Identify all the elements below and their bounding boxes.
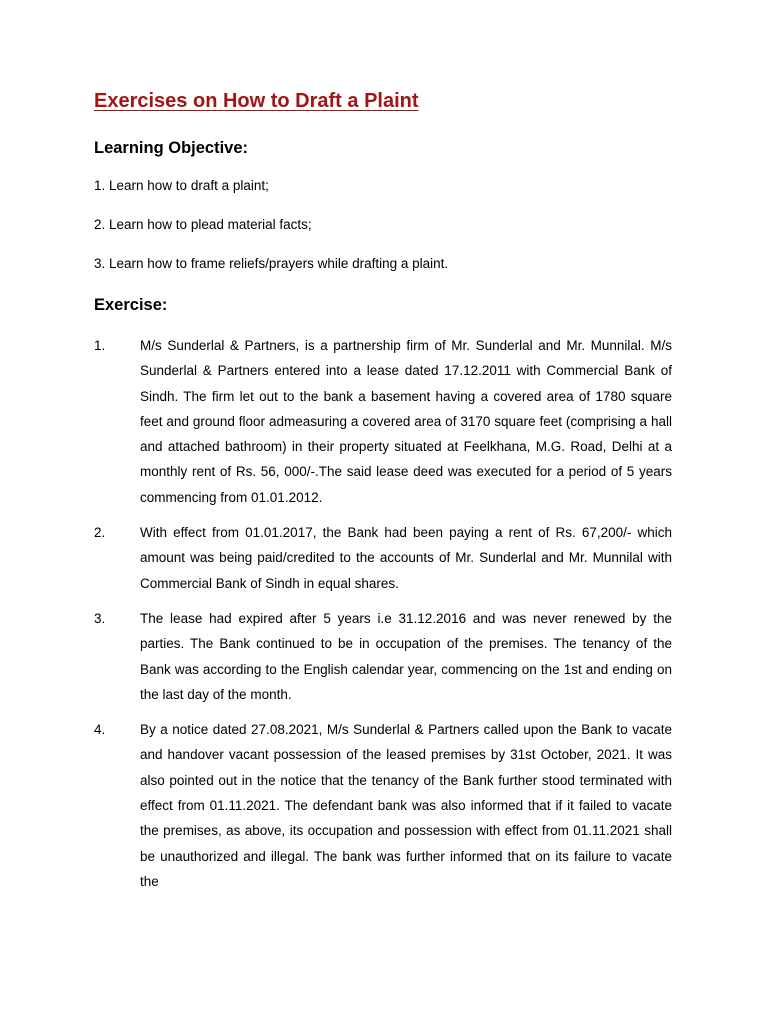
exercise-number: 3. [94,610,106,626]
exercise-heading: Exercise: [94,296,168,314]
exercise-text: The lease had expired after 5 years i.e 31.12.2016 and was never renewed by the parties. The Bank continued to be in occupation of the premises. The tenancy of the Bank was according to the English calendar year, commencing on the 1st and ending on the last day of the month. [140,610,672,702]
objective-item: 3. Learn how to frame reliefs/prayers while drafting a plaint. [94,256,449,271]
exercise-item [94,520,672,596]
exercise-item [94,606,672,707]
exercise-number: 1. [94,338,106,353]
learning-objective-list [94,177,672,273]
exercise-number: 4. [94,722,106,738]
learning-objective-heading: Learning Objective: [94,139,249,157]
exercise-text: M/s Sunderlal & Partners, is a partnership firm of Mr. Sunderlal and Mr. Munnilal. M/s Sunderlal & Partners entered into a lease dated 17.12.2011 with Commercial Bank of Sindh. The firm let out to the bank a basement having a covered area of 1780 square feet and ground floor admeasuring a covered area of 3170 square feet (comprising a hall and attached bathroom) in their property situated at Feelkhana, M.G. Road, Delhi at a monthly rent of Rs. 56, 000/-.The said lease deed was executed for a period of 5 years commencing from 01.01.2012. [140,338,672,505]
objective-item: 1. Learn how to draft a plaint; [94,178,269,193]
exercise-list [94,333,672,894]
exercise-number: 2. [94,525,106,541]
exercise-text: With effect from 01.01.2017, the Bank had been paying a rent of Rs. 67,200/- which amount was being paid/credited to the accounts of Mr. Sunderlal and Mr. Munnilal with Commercial Bank of Sindh in equal shares. [140,525,672,591]
document-title: Exercises on How to Draft a Plaint [94,90,419,112]
exercise-text: By a notice dated 27.08.2021, M/s Sunderlal & Partners called upon the Bank to vacate and handover vacant possession of the leased premises by 31st October, 2021. It was also pointed out in the notice that the tenancy of the Bank further stood terminated with effect from 01.11.2021. The defendant bank was also informed that if it failed to vacate the premises, as above, its occupation and possession with effect from 01.11.2021 shall be unauthorized and illegal. The bank was further informed that on its failure to vacate the [140,722,672,889]
exercise-item [94,333,672,510]
exercise-item [94,717,672,894]
objective-item: 2. Learn how to plead material facts; [94,217,312,232]
